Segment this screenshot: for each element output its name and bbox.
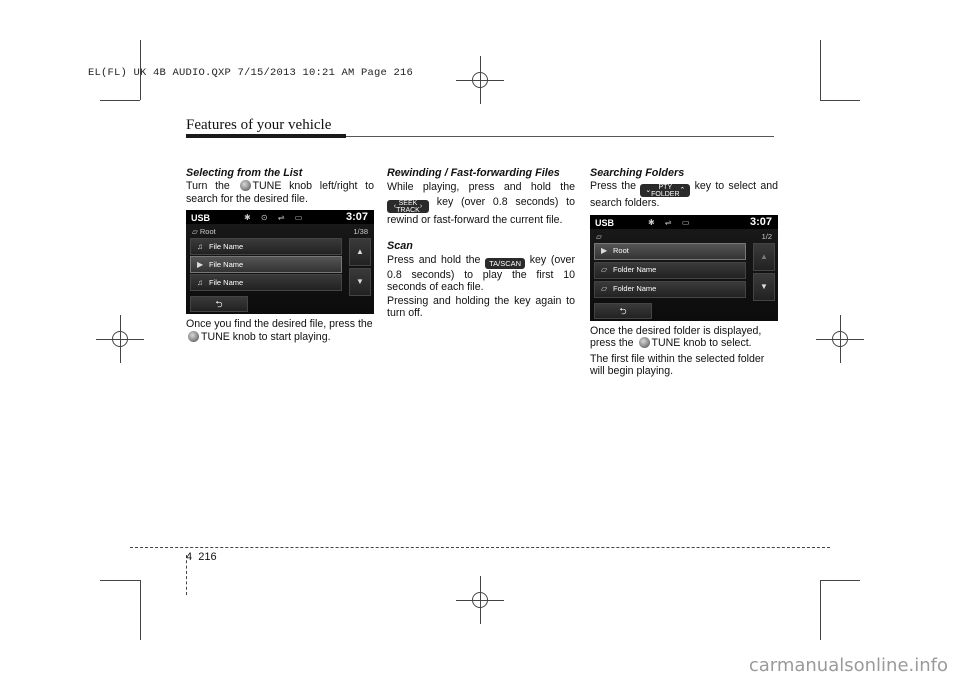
paragraph: Press and hold the TA/SCAN key (over 0.8 seconds) to play the first 10 seconds of each file. <box>387 253 575 294</box>
scroll-up-button[interactable] <box>753 243 775 271</box>
play-icon: ▶ <box>197 259 204 269</box>
chevron-right-icon: › <box>419 203 423 211</box>
screen-path <box>596 231 602 243</box>
crop-mark <box>820 100 860 101</box>
tune-knob-icon <box>639 337 650 348</box>
screen-folder-count: 1/2 <box>761 231 772 241</box>
crop-mark <box>100 100 140 101</box>
folder-icon: ▱ <box>596 231 602 241</box>
heading-scan: Scan <box>387 240 413 253</box>
screen-source-label: USB <box>595 217 615 228</box>
paragraph: Once the desired folder is displayed, press the TUNE knob to select. <box>590 324 762 350</box>
screen-track-count: 1/38 <box>353 227 368 237</box>
tune-knob-icon <box>240 180 251 191</box>
footer-rule <box>130 547 830 548</box>
paragraph: While playing, press and hold the ‹ SEEK TRACK › key (over 0.8 seconds) to rewind or fast-forward the current file. <box>387 181 575 227</box>
music-note-icon: ♫ <box>197 277 203 287</box>
chevron-up-icon: ⌃ <box>679 187 686 195</box>
seek-track-key-icon: ‹ SEEK TRACK › <box>387 200 429 213</box>
screen-clock: 3:07 <box>345 211 368 224</box>
crop-mark <box>820 40 821 100</box>
music-note-icon: ♫ <box>197 241 203 251</box>
page-number-value: 216 <box>198 551 217 563</box>
heading-rewind: Rewinding / Fast-forwarding Files <box>387 167 560 179</box>
page-number <box>186 551 217 563</box>
folder-icon: ▱ <box>601 284 608 294</box>
list-item[interactable]: ▱ Folder Name <box>594 262 746 279</box>
tune-knob-icon <box>188 331 199 342</box>
folder-icon: ▱ <box>601 265 608 275</box>
back-button[interactable] <box>190 296 248 312</box>
status-icons: ✱ ⊙ ⇌ ▭ <box>244 213 307 223</box>
return-arrow-icon: ⮌ <box>215 299 223 310</box>
scroll-down-button[interactable] <box>753 273 775 301</box>
list-item[interactable]: ▶ Root <box>594 243 746 260</box>
heading-selecting-list: Selecting from the List <box>186 167 303 179</box>
chevron-left-icon: ‹ <box>393 203 397 211</box>
paragraph: Press the ⌄ PTY FOLDER ⌃ key to select and search folders. <box>590 180 779 210</box>
return-arrow-icon: ⮌ <box>619 305 627 316</box>
crop-mark <box>100 580 140 581</box>
paragraph: Pressing and holding the key again to turn off. <box>387 294 575 320</box>
paragraph: Once you find the desired file, press the TUNE knob to start playing. <box>186 318 373 343</box>
list-item[interactable]: ▶ File Name <box>190 256 342 273</box>
crop-mark <box>820 580 860 581</box>
crop-mark <box>140 580 141 640</box>
section-number: 4 <box>186 551 193 563</box>
chevron-down-icon: ⌄ <box>645 187 652 195</box>
heading-searching-folders: Searching Folders <box>590 167 685 179</box>
scroll-down-button[interactable] <box>349 268 371 296</box>
usb-folder-list-screen <box>590 215 778 321</box>
play-icon: ▶ <box>601 246 608 256</box>
crop-mark <box>820 580 821 640</box>
list-item[interactable]: ♫ File Name <box>190 274 342 291</box>
triangle-down-icon: ▼ <box>356 277 364 287</box>
ta-scan-key-icon: TA/SCAN <box>485 258 525 269</box>
status-icons: ✱ ⇌ ▭ <box>648 217 694 227</box>
list-item[interactable]: ♫ File Name <box>190 238 342 255</box>
triangle-down-icon: ▼ <box>760 281 768 291</box>
folder-icon: ▱ <box>192 227 200 237</box>
usb-file-list-screen <box>186 210 374 314</box>
column-rewind-scan <box>387 167 575 319</box>
paragraph: Turn the TUNE knob left/right to search for the desired file. <box>186 180 374 205</box>
header-rule <box>346 136 774 137</box>
back-button[interactable] <box>594 303 652 319</box>
header-rule <box>186 134 346 138</box>
scroll-up-button[interactable] <box>349 238 371 266</box>
print-slug: EL(FL) UK 4B AUDIO.QXP 7/15/2013 10:21 AM Page 216 <box>88 67 414 79</box>
list-item[interactable]: ▱ Folder Name <box>594 281 746 298</box>
column-searching-folders <box>590 167 778 377</box>
column-selecting-list <box>186 167 374 343</box>
pty-folder-key-icon: ⌄ PTY FOLDER ⌃ <box>640 184 690 197</box>
triangle-up-icon: ▲ <box>760 251 768 261</box>
page-header-title: Features of your vehicle <box>186 117 332 133</box>
screen-source-label: USB <box>191 213 211 224</box>
screen-path: ▱ Root <box>192 227 216 237</box>
watermark: carmanualsonline.info <box>748 655 948 676</box>
triangle-up-icon: ▲ <box>356 247 364 257</box>
screen-clock: 3:07 <box>749 215 772 228</box>
paragraph: The first file within the selected folder will begin playing. <box>590 352 765 378</box>
